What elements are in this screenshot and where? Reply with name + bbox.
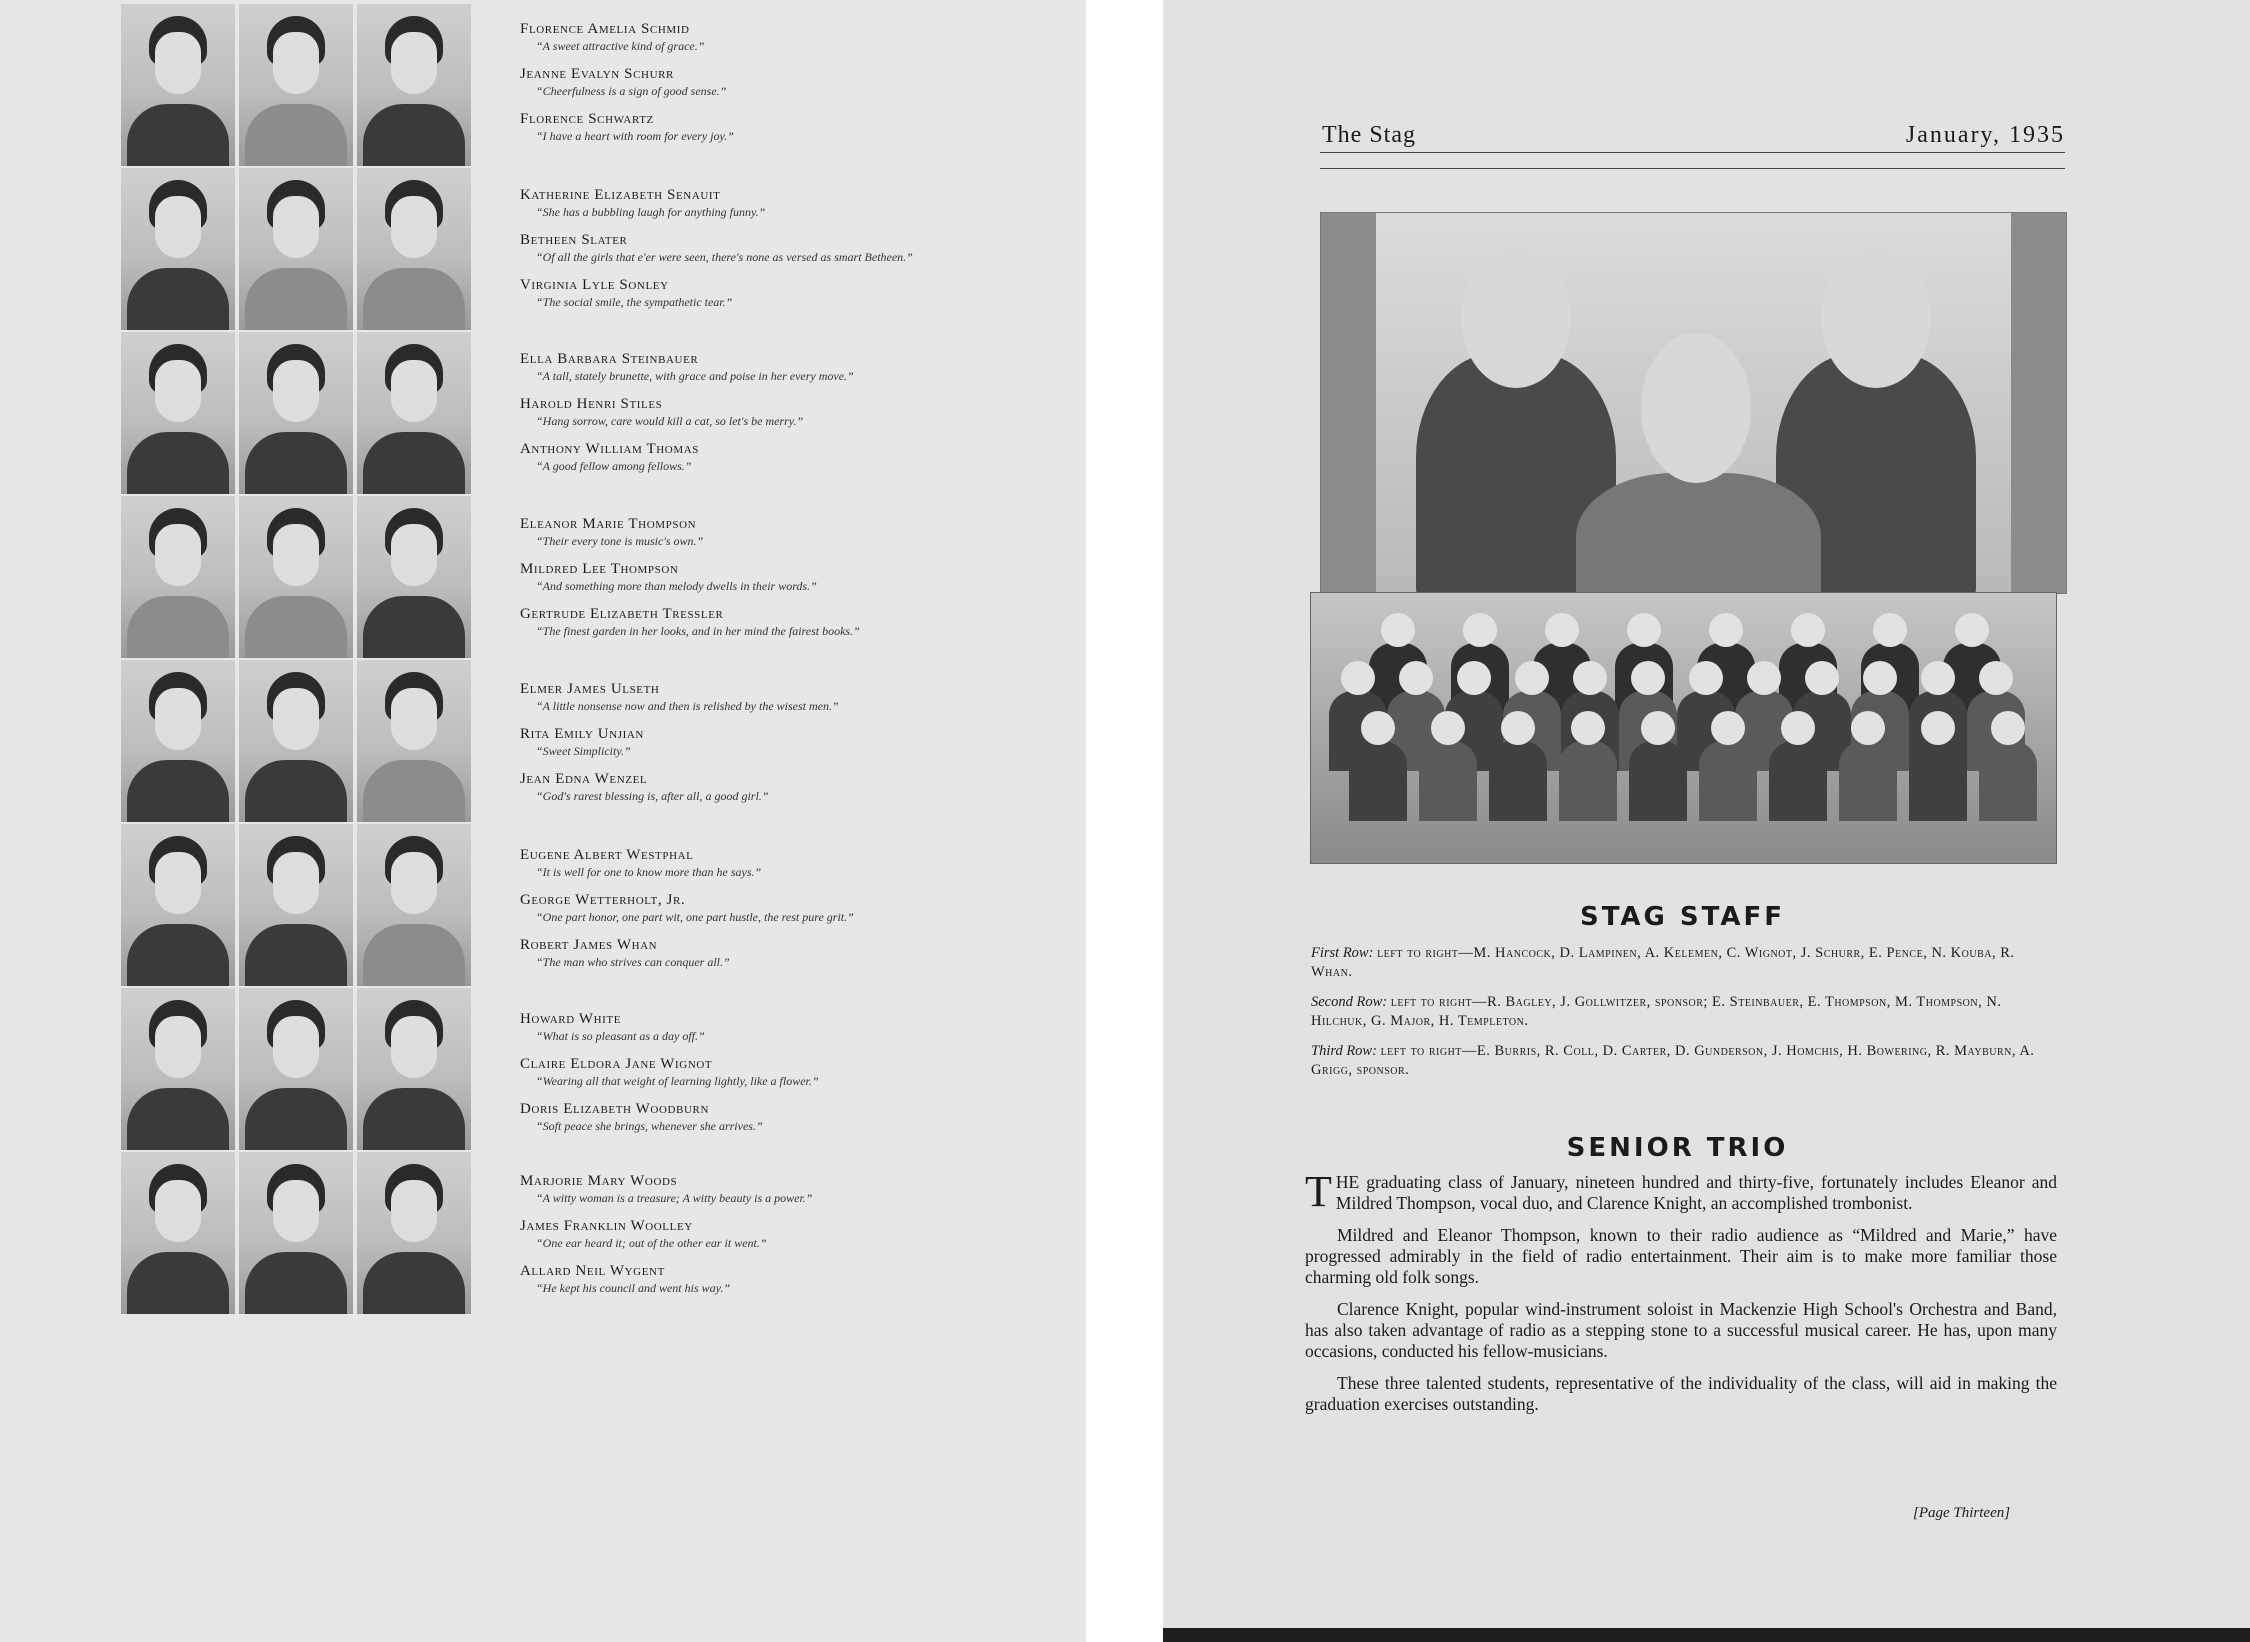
senior-name: Betheen Slater bbox=[520, 232, 628, 248]
senior-name: Howard White bbox=[520, 1011, 622, 1027]
entry-group bbox=[520, 350, 1060, 485]
portrait-face bbox=[155, 852, 201, 914]
staff-member-face bbox=[1341, 661, 1375, 695]
staff-member-body bbox=[1419, 741, 1477, 821]
senior-quote: “Soft peace she brings, whenever she arrives.” bbox=[536, 1119, 763, 1133]
senior-quote: “She has a bubbling laugh for anything funny.” bbox=[536, 205, 766, 219]
senior-portrait bbox=[239, 168, 353, 330]
entry-group bbox=[520, 186, 1060, 321]
senior-portrait bbox=[357, 1152, 471, 1314]
staff-photo bbox=[1310, 592, 2057, 864]
senior-quote: “It is well for one to know more than he says.” bbox=[536, 865, 762, 879]
staff-row-1 bbox=[1311, 944, 2056, 982]
senior-portrait bbox=[357, 496, 471, 658]
paragraph: These three talented students, representative of the individuality of the class, will aid in making the graduation exercises outstanding. bbox=[1305, 1373, 2057, 1414]
portrait-body bbox=[363, 924, 465, 986]
senior-portrait bbox=[357, 332, 471, 494]
portrait-face bbox=[391, 688, 437, 750]
staff-member-body bbox=[1839, 741, 1897, 821]
portrait-body bbox=[127, 104, 229, 166]
senior-portrait bbox=[121, 168, 235, 330]
photo-figure bbox=[1576, 473, 1821, 594]
portrait-face bbox=[155, 688, 201, 750]
portrait-face bbox=[273, 32, 319, 94]
staff-member-face bbox=[1361, 711, 1395, 745]
photo-face bbox=[1641, 333, 1751, 483]
portrait-body bbox=[363, 268, 465, 330]
senior-entry bbox=[520, 936, 1060, 981]
portrait-body bbox=[245, 432, 347, 494]
senior-entry bbox=[520, 65, 1060, 110]
senior-name: Virginia Lyle Sonley bbox=[520, 277, 669, 293]
running-header bbox=[1320, 118, 2065, 153]
portrait-body bbox=[363, 432, 465, 494]
senior-quote: “One part honor, one part wit, one part hustle, the rest pure grit.” bbox=[536, 910, 854, 924]
staff-member-face bbox=[1921, 661, 1955, 695]
senior-portrait bbox=[357, 168, 471, 330]
senior-name: Marjorie Mary Woods bbox=[520, 1173, 678, 1189]
entry-group bbox=[520, 846, 1060, 981]
staff-member-face bbox=[1711, 711, 1745, 745]
senior-quote: “Cheerfulness is a sign of good sense.” bbox=[536, 84, 727, 98]
senior-quote: “He kept his council and went his way.” bbox=[536, 1281, 730, 1295]
senior-quote: “Of all the girls that e'er were seen, there's none as versed as smart Betheen.” bbox=[536, 250, 913, 264]
senior-name: Claire Eldora Jane Wignot bbox=[520, 1056, 713, 1072]
photo-border-left bbox=[1321, 213, 1376, 593]
portrait-face bbox=[391, 196, 437, 258]
portrait-body bbox=[127, 596, 229, 658]
senior-entry bbox=[520, 395, 1060, 440]
senior-name: Jeanne Evalyn Schurr bbox=[520, 66, 674, 82]
senior-portrait bbox=[239, 988, 353, 1150]
staff-member-face bbox=[1805, 661, 1839, 695]
senior-entry bbox=[520, 1217, 1060, 1262]
portrait-body bbox=[127, 1252, 229, 1314]
staff-member-body bbox=[1629, 741, 1687, 821]
senior-quote: “The man who strives can conquer all.” bbox=[536, 955, 730, 969]
staff-member-face bbox=[1515, 661, 1549, 695]
senior-name: Harold Henri Stiles bbox=[520, 396, 663, 412]
staff-member-face bbox=[1851, 711, 1885, 745]
staff-member-face bbox=[1873, 613, 1907, 647]
staff-member-face bbox=[1709, 613, 1743, 647]
staff-member-face bbox=[1631, 661, 1665, 695]
portrait-face bbox=[391, 1180, 437, 1242]
staff-member-face bbox=[1571, 711, 1605, 745]
senior-entry bbox=[520, 515, 1060, 560]
staff-row-2 bbox=[1311, 993, 2056, 1031]
staff-member-face bbox=[1381, 613, 1415, 647]
right-page bbox=[1163, 0, 2250, 1642]
portrait-body bbox=[245, 268, 347, 330]
senior-quote: “A sweet attractive kind of grace.” bbox=[536, 39, 705, 53]
senior-entry bbox=[520, 846, 1060, 891]
staff-member-face bbox=[1641, 711, 1675, 745]
senior-entry bbox=[520, 350, 1060, 395]
staff-member-face bbox=[1399, 661, 1433, 695]
row-names: left to right—R. Bagley, J. Gollwitzer, sponsor; E. Steinbauer, E. Thompson, M. Thompson, N. Hilchuk, G. Major, H. Templeton. bbox=[1311, 994, 2002, 1029]
portrait-body bbox=[363, 760, 465, 822]
senior-quote: “Wearing all that weight of learning lightly, like a flower.” bbox=[536, 1074, 819, 1088]
entry-group bbox=[520, 1172, 1060, 1307]
senior-name: Eugene Albert Westphal bbox=[520, 847, 694, 863]
photo-border-right bbox=[2011, 213, 2066, 593]
issue-date: January, 1935 bbox=[1905, 122, 2065, 148]
portrait-body bbox=[245, 924, 347, 986]
publication-title: The Stag bbox=[1322, 122, 1416, 148]
senior-entry bbox=[520, 680, 1060, 725]
portrait-face bbox=[273, 852, 319, 914]
senior-entry bbox=[520, 276, 1060, 321]
portrait-body bbox=[245, 1088, 347, 1150]
portrait-body bbox=[127, 432, 229, 494]
staff-row-3 bbox=[1311, 1042, 2056, 1080]
portrait-face bbox=[391, 852, 437, 914]
senior-entry bbox=[520, 770, 1060, 815]
portrait-body bbox=[127, 1088, 229, 1150]
senior-portrait bbox=[239, 4, 353, 166]
senior-portrait bbox=[239, 332, 353, 494]
senior-portrait bbox=[239, 1152, 353, 1314]
staff-member-body bbox=[1349, 741, 1407, 821]
portrait-face bbox=[155, 524, 201, 586]
staff-member-face bbox=[1627, 613, 1661, 647]
senior-name: Eleanor Marie Thompson bbox=[520, 516, 697, 532]
senior-quote: “A good fellow among fellows.” bbox=[536, 459, 692, 473]
senior-quote: “A little nonsense now and then is relished by the wisest men.” bbox=[536, 699, 839, 713]
staff-title: STAG STAFF bbox=[1579, 902, 1786, 932]
senior-quote: “A witty woman is a treasure; A witty beauty is a power.” bbox=[536, 1191, 813, 1205]
staff-member-face bbox=[1463, 613, 1497, 647]
portrait-body bbox=[363, 596, 465, 658]
header-rule bbox=[1320, 168, 2065, 169]
senior-name: Elmer James Ulseth bbox=[520, 681, 660, 697]
portrait-face bbox=[391, 1016, 437, 1078]
trio-photo bbox=[1320, 212, 2067, 594]
staff-member-face bbox=[1573, 661, 1607, 695]
portrait-face bbox=[155, 196, 201, 258]
staff-member-face bbox=[1747, 661, 1781, 695]
senior-entry bbox=[520, 605, 1060, 650]
page-gutter bbox=[1086, 0, 1163, 1642]
portrait-body bbox=[245, 1252, 347, 1314]
row-label: First Row: bbox=[1311, 945, 1374, 961]
senior-entry bbox=[520, 1172, 1060, 1217]
portrait-body bbox=[127, 924, 229, 986]
senior-portrait bbox=[357, 988, 471, 1150]
entry-group bbox=[520, 20, 1060, 155]
page-edge-shadow bbox=[1163, 1628, 2250, 1642]
portrait-face bbox=[155, 1180, 201, 1242]
row-label: Second Row: bbox=[1311, 994, 1388, 1010]
staff-member-face bbox=[1991, 711, 2025, 745]
paragraph: Clarence Knight, popular wind-instrument soloist in Mackenzie High School's Orchestra and Band, has also taken advantage of radio as a stepping stone to a successful musical career. He has, upon many occasions, conducted his fellow-musicians. bbox=[1305, 1299, 2057, 1361]
staff-member-face bbox=[1545, 613, 1579, 647]
senior-quote: “A tall, stately brunette, with grace and poise in her every move.” bbox=[536, 369, 854, 383]
senior-portrait bbox=[121, 660, 235, 822]
senior-name: George Wetterholt, Jr. bbox=[520, 892, 686, 908]
senior-quote: “Sweet Simplicity.” bbox=[536, 744, 631, 758]
staff-member-body bbox=[1699, 741, 1757, 821]
portrait-face bbox=[273, 1016, 319, 1078]
staff-member-body bbox=[1489, 741, 1547, 821]
staff-member-face bbox=[1457, 661, 1491, 695]
row-names: left to right—E. Burris, R. Coll, D. Carter, D. Gunderson, J. Homchis, H. Bowering, R. Mayburn, A. Grigg, sponsor. bbox=[1311, 1043, 2035, 1078]
senior-quote: “I have a heart with room for every joy.” bbox=[536, 129, 734, 143]
portrait-body bbox=[245, 596, 347, 658]
row-names: left to right—M. Hancock, D. Lampinen, A. Kelemen, C. Wignot, J. Schurr, E. Pence, N. Kouba, R. Whan. bbox=[1311, 945, 2015, 980]
staff-member-face bbox=[1501, 711, 1535, 745]
staff-member-face bbox=[1921, 711, 1955, 745]
senior-name: Gertrude Elizabeth Tressler bbox=[520, 606, 724, 622]
senior-name: James Franklin Woolley bbox=[520, 1218, 693, 1234]
staff-member-face bbox=[1431, 711, 1465, 745]
portrait-face bbox=[155, 32, 201, 94]
staff-member-body bbox=[1769, 741, 1827, 821]
senior-name: Anthony William Thomas bbox=[520, 441, 699, 457]
staff-member-face bbox=[1955, 613, 1989, 647]
senior-portrait bbox=[121, 496, 235, 658]
senior-portrait bbox=[121, 332, 235, 494]
trio-title: SENIOR TRIO bbox=[1566, 1133, 1789, 1163]
senior-name: Jean Edna Wenzel bbox=[520, 771, 648, 787]
photo-face bbox=[1461, 248, 1571, 388]
staff-member-face bbox=[1979, 661, 2013, 695]
senior-portrait bbox=[121, 988, 235, 1150]
entry-group bbox=[520, 515, 1060, 650]
senior-entry bbox=[520, 110, 1060, 155]
portrait-body bbox=[363, 1088, 465, 1150]
senior-quote: “The social smile, the sympathetic tear.” bbox=[536, 295, 733, 309]
left-page bbox=[0, 0, 1090, 1642]
senior-quote: “One ear heard it; out of the other ear it went.” bbox=[536, 1236, 767, 1250]
portrait-face bbox=[273, 688, 319, 750]
staff-member-body bbox=[1979, 741, 2037, 821]
staff-member-face bbox=[1689, 661, 1723, 695]
portrait-body bbox=[363, 1252, 465, 1314]
page-number: [Page Thirteen] bbox=[1913, 1505, 2011, 1521]
senior-portrait bbox=[239, 824, 353, 986]
row-label: Third Row: bbox=[1311, 1043, 1377, 1059]
senior-name: Florence Schwartz bbox=[520, 111, 654, 127]
paragraph-text: HE graduating class of January, nineteen hundred and thirty-five, fortunately includes Eleanor and Mildred Thompson, vocal duo, and Clarence Knight, an accomplished trombonist. bbox=[1335, 1172, 2057, 1213]
staff-member-body bbox=[1909, 741, 1967, 821]
senior-name: Florence Amelia Schmid bbox=[520, 21, 690, 37]
senior-quote: “What is so pleasant as a day off.” bbox=[536, 1029, 705, 1043]
entry-group bbox=[520, 1010, 1060, 1145]
drop-cap: T bbox=[1305, 1167, 1332, 1216]
senior-entry bbox=[520, 186, 1060, 231]
portrait-face bbox=[273, 196, 319, 258]
portrait-face bbox=[391, 524, 437, 586]
portrait-face bbox=[273, 1180, 319, 1242]
entry-group bbox=[520, 680, 1060, 815]
staff-member-face bbox=[1863, 661, 1897, 695]
senior-quote: “And something more than melody dwells in their words.” bbox=[536, 579, 817, 593]
portrait-face bbox=[155, 360, 201, 422]
senior-name: Rita Emily Unjian bbox=[520, 726, 644, 742]
portrait-body bbox=[127, 268, 229, 330]
senior-entry bbox=[520, 1010, 1060, 1055]
portrait-face bbox=[155, 1016, 201, 1078]
senior-portrait bbox=[357, 660, 471, 822]
portrait-body bbox=[245, 760, 347, 822]
senior-name: Katherine Elizabeth Senauit bbox=[520, 187, 721, 203]
senior-portrait bbox=[357, 4, 471, 166]
portrait-grid bbox=[121, 4, 471, 1314]
portrait-body bbox=[127, 760, 229, 822]
staff-member-body bbox=[1559, 741, 1617, 821]
senior-entry bbox=[520, 560, 1060, 605]
photo-face bbox=[1821, 248, 1931, 388]
senior-portrait bbox=[357, 824, 471, 986]
senior-entry bbox=[520, 440, 1060, 485]
senior-portrait bbox=[121, 1152, 235, 1314]
senior-quote: “The finest garden in her looks, and in her mind the fairest books.” bbox=[536, 624, 860, 638]
portrait-face bbox=[391, 360, 437, 422]
senior-portrait bbox=[239, 496, 353, 658]
senior-name: Doris Elizabeth Woodburn bbox=[520, 1101, 710, 1117]
portrait-face bbox=[391, 32, 437, 94]
senior-entry bbox=[520, 20, 1060, 65]
senior-entry bbox=[520, 1262, 1060, 1307]
senior-entry bbox=[520, 725, 1060, 770]
senior-name: Robert James Whan bbox=[520, 937, 658, 953]
senior-entry bbox=[520, 891, 1060, 936]
senior-portrait bbox=[121, 824, 235, 986]
senior-name: Allard Neil Wygent bbox=[520, 1263, 665, 1279]
senior-quote: “Hang sorrow, care would kill a cat, so let's be merry.” bbox=[536, 414, 804, 428]
paragraph: Mildred and Eleanor Thompson, known to their radio audience as “Mildred and Marie,” have progressed admirably in the field of radio entertainment. Their aim is to make more familiar those charming old folk songs. bbox=[1305, 1225, 2057, 1287]
portrait-face bbox=[273, 360, 319, 422]
staff-member-face bbox=[1791, 613, 1825, 647]
portrait-face bbox=[273, 524, 319, 586]
senior-name: Ella Barbara Steinbauer bbox=[520, 351, 699, 367]
senior-quote: “Their every tone is music's own.” bbox=[536, 534, 704, 548]
senior-quote: “God's rarest blessing is, after all, a good girl.” bbox=[536, 789, 769, 803]
trio-article bbox=[1305, 1167, 2057, 1426]
senior-entry bbox=[520, 1055, 1060, 1100]
senior-entry bbox=[520, 231, 1060, 276]
portrait-body bbox=[245, 104, 347, 166]
portrait-body bbox=[363, 104, 465, 166]
senior-name: Mildred Lee Thompson bbox=[520, 561, 679, 577]
senior-portrait bbox=[239, 660, 353, 822]
staff-member-face bbox=[1781, 711, 1815, 745]
senior-entry bbox=[520, 1100, 1060, 1145]
senior-portrait bbox=[121, 4, 235, 166]
paragraph bbox=[1305, 1167, 2057, 1216]
